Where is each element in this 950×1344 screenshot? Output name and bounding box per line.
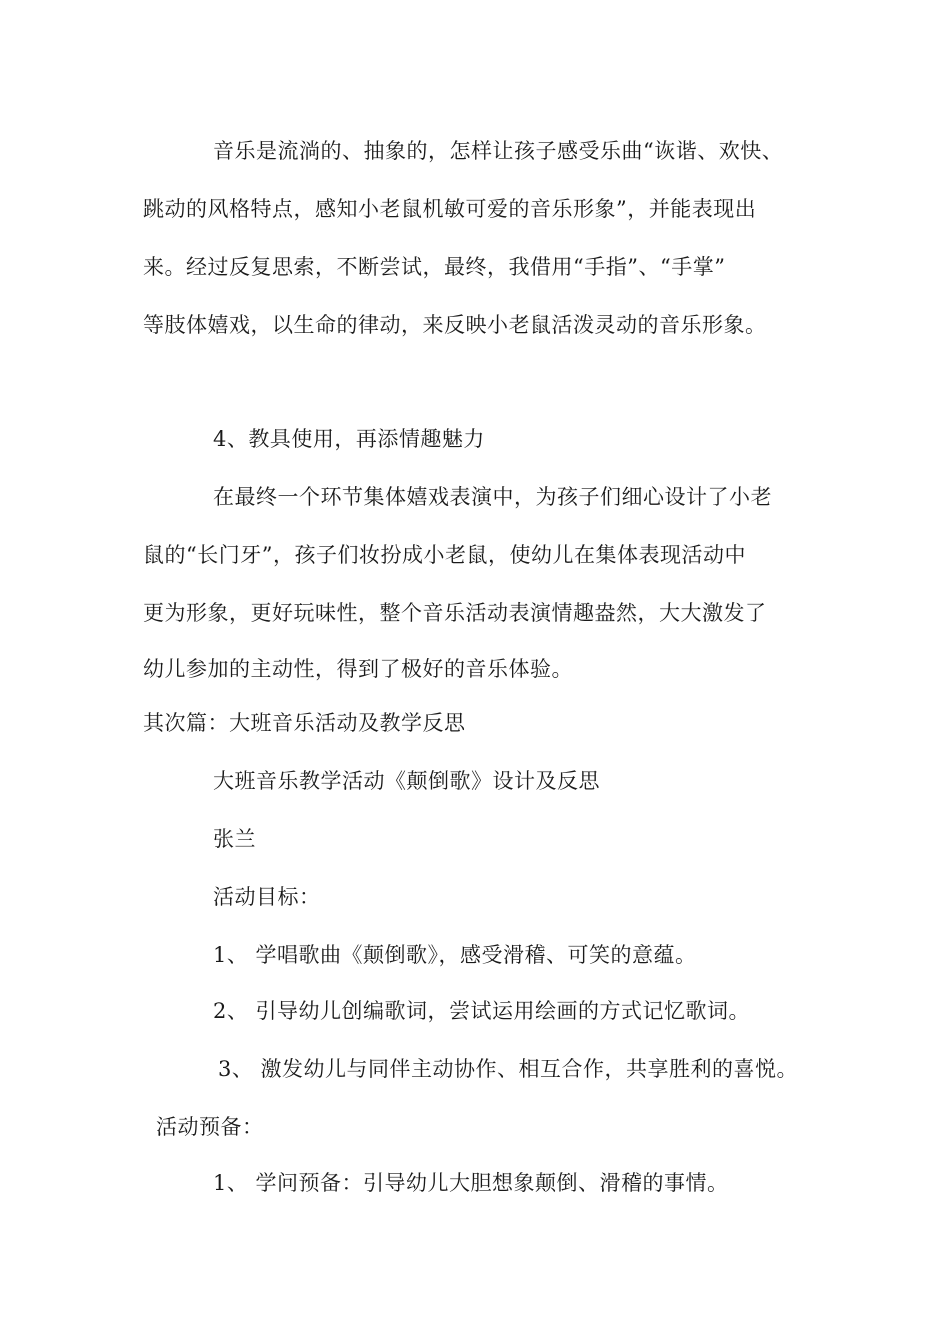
paragraph-line: 跳动的风格特点，感知小老鼠机敏可爱的音乐形象”，并能表现出 — [143, 197, 757, 221]
paragraph-line: 更为形象，更好玩味性，整个音乐活动表演情趣盎然，大大激发了 — [143, 601, 767, 625]
list-item: 1、 学唱歌曲《颠倒歌》，感受滑稽、可笑的意蕴。 — [213, 943, 697, 967]
list-item: 1、 学问预备：引导幼儿大胆想象颠倒、滑稽的事情。 — [213, 1171, 729, 1195]
subheading-preparation: 活动预备： — [156, 1115, 264, 1139]
list-item: 2、 引导幼儿创编歌词，尝试运用绘画的方式记忆歌词。 — [213, 999, 751, 1023]
article-title: 大班音乐教学活动《颠倒歌》设计及反思 — [213, 769, 600, 793]
paragraph-line: 等肢体嬉戏，以生命的律动，来反映小老鼠活泼灵动的音乐形象。 — [143, 313, 767, 337]
paragraph-line: 音乐是流淌的、抽象的，怎样让孩子感受乐曲“诙谐、欢快、 — [213, 139, 784, 163]
subheading-goals: 活动目标： — [213, 885, 321, 909]
author-name: 张兰 — [213, 827, 256, 851]
paragraph-line: 在最终一个环节集体嬉戏表演中，为孩子们细心设计了小老 — [213, 485, 772, 509]
list-item: 3、 激发幼儿与同伴主动协作、相互合作，共享胜利的喜悦。 — [218, 1057, 799, 1081]
chapter-heading: 其次篇：大班音乐活动及教学反思 — [143, 711, 466, 735]
section-heading: 4、教具使用，再添情趣魅力 — [213, 427, 485, 451]
paragraph-line: 来。经过反复思索，不断尝试，最终，我借用“手指”、“手掌” — [143, 255, 726, 279]
paragraph-line: 幼儿参加的主动性，得到了极好的音乐体验。 — [143, 657, 573, 681]
paragraph-line: 鼠的“长门牙”，孩子们妆扮成小老鼠，使幼儿在集体表现活动中 — [143, 543, 746, 567]
